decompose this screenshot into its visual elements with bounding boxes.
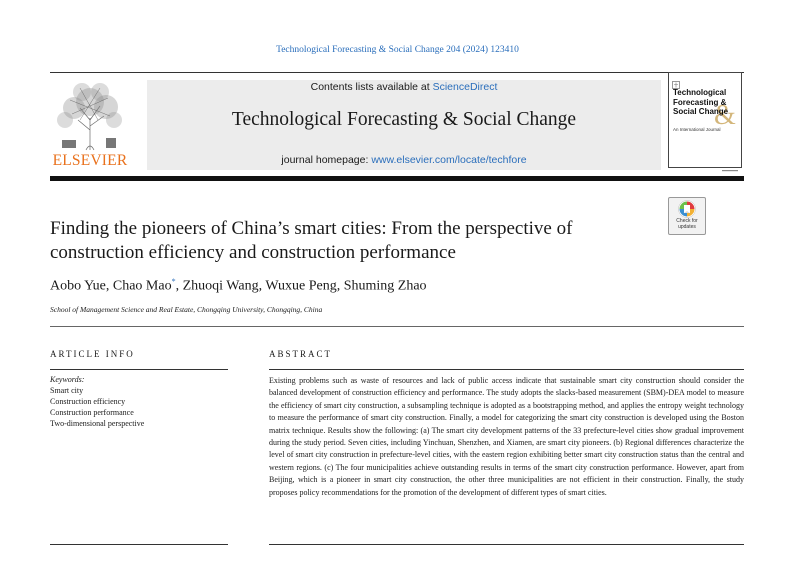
- journal-title: Technological Forecasting & Social Change: [231, 109, 577, 130]
- cover-title: Technological Forecasting & Social Change: [673, 88, 729, 116]
- keywords-list: [50, 385, 144, 429]
- abstract-rule: [269, 369, 744, 370]
- cover-footer-mark: [722, 160, 738, 164]
- cover-logo-icon: [672, 76, 680, 84]
- contents-prefix: Contents lists available at: [310, 81, 433, 93]
- crossmark-icon: [678, 200, 696, 218]
- journal-homepage: [147, 154, 661, 166]
- section-divider: [50, 326, 744, 327]
- article-title: Finding the pioneers of China’s smart cities: From the perspective of construction efficiency and construction performance: [50, 218, 573, 263]
- publisher-name: ELSEVIER: [52, 152, 128, 169]
- author-separator: ,: [175, 278, 183, 294]
- abstract-bottom-rule: [269, 544, 744, 545]
- homepage-link[interactable]: www.elsevier.com/locate/techfore: [371, 154, 527, 166]
- author-name[interactable]: Wuxue Peng: [265, 278, 337, 294]
- article-info-heading: ARTICLE INFO: [50, 349, 135, 359]
- author-name[interactable]: Aobo Yue: [50, 278, 106, 294]
- keyword-item: Two-dimensional perspective: [50, 419, 145, 428]
- author-name[interactable]: Chao Mao: [112, 278, 172, 294]
- article-info-bottom-rule: [50, 544, 228, 545]
- journal-citation[interactable]: Technological Forecasting & Social Change 204 (2024) 123410: [276, 45, 519, 55]
- header-thick-rule: [50, 176, 744, 181]
- badge-text: Check for updates: [676, 218, 698, 230]
- author-affiliation: School of Management Science and Real Estate, Chongqing University, Chongqing, China: [50, 305, 323, 314]
- author-separator: ,: [105, 278, 113, 294]
- contents-line: [147, 81, 661, 93]
- keyword-item: Smart city: [50, 386, 84, 395]
- abstract-heading: ABSTRACT: [269, 349, 333, 359]
- cover-subtitle: An International Journal: [673, 127, 721, 132]
- header-top-rule: [50, 72, 744, 73]
- author-separator: ,: [258, 278, 266, 294]
- author-separator: ,: [336, 278, 344, 294]
- sciencedirect-link[interactable]: ScienceDirect: [432, 81, 498, 93]
- keywords-label: Keywords:: [50, 375, 85, 384]
- homepage-prefix: journal homepage:: [281, 154, 372, 166]
- svg-text:&: &: [714, 100, 736, 128]
- keyword-item: Construction efficiency: [50, 397, 126, 406]
- abstract-text: Existing problems such as waste of resources and lack of public access indicate that sustainable smart city construction should consider the balanced development of construction efficiency and performance. The study adopts the slacks-based measurement (SBM)-DEA model to measure the efficiency of smart city construction, a subsampling technique is adopted as a bootstrapping method, and applies the entropy weight technology to measure the performance of smart city construction. Finally, a model for categorizing the smart city construction is developed using the Boston matrix technique. Results show the following: (a) The smart city development patterns of the 33 prefecture-level cities show gradual improvement during the study period. Seven cities, including Yinchuan, Shenzhen, and Xiamen, are smart city pioneers. (b) Regional differences characterize the level of smart city construction in prefecture-level cities, with the eastern region exhibiting better smart city construction status than the central and western regions. (c) The four municipalities achieve outstanding results in terms of the smart city construction performance. However, apart from Beijing, which is a pioneer in smart city construction, the other three municipalities are not efficient in their construction. Finally, the study proposes policy recommendations for the promotion of the development of different types of smart cities.: [269, 376, 744, 497]
- author-list: [50, 277, 670, 295]
- article-info-rule: [50, 369, 228, 370]
- keyword-item: Construction performance: [50, 408, 134, 417]
- author-name[interactable]: Zhuoqi Wang: [182, 278, 259, 294]
- author-name[interactable]: Shuming Zhao: [343, 278, 427, 294]
- corresponding-author-mark[interactable]: *: [171, 277, 176, 286]
